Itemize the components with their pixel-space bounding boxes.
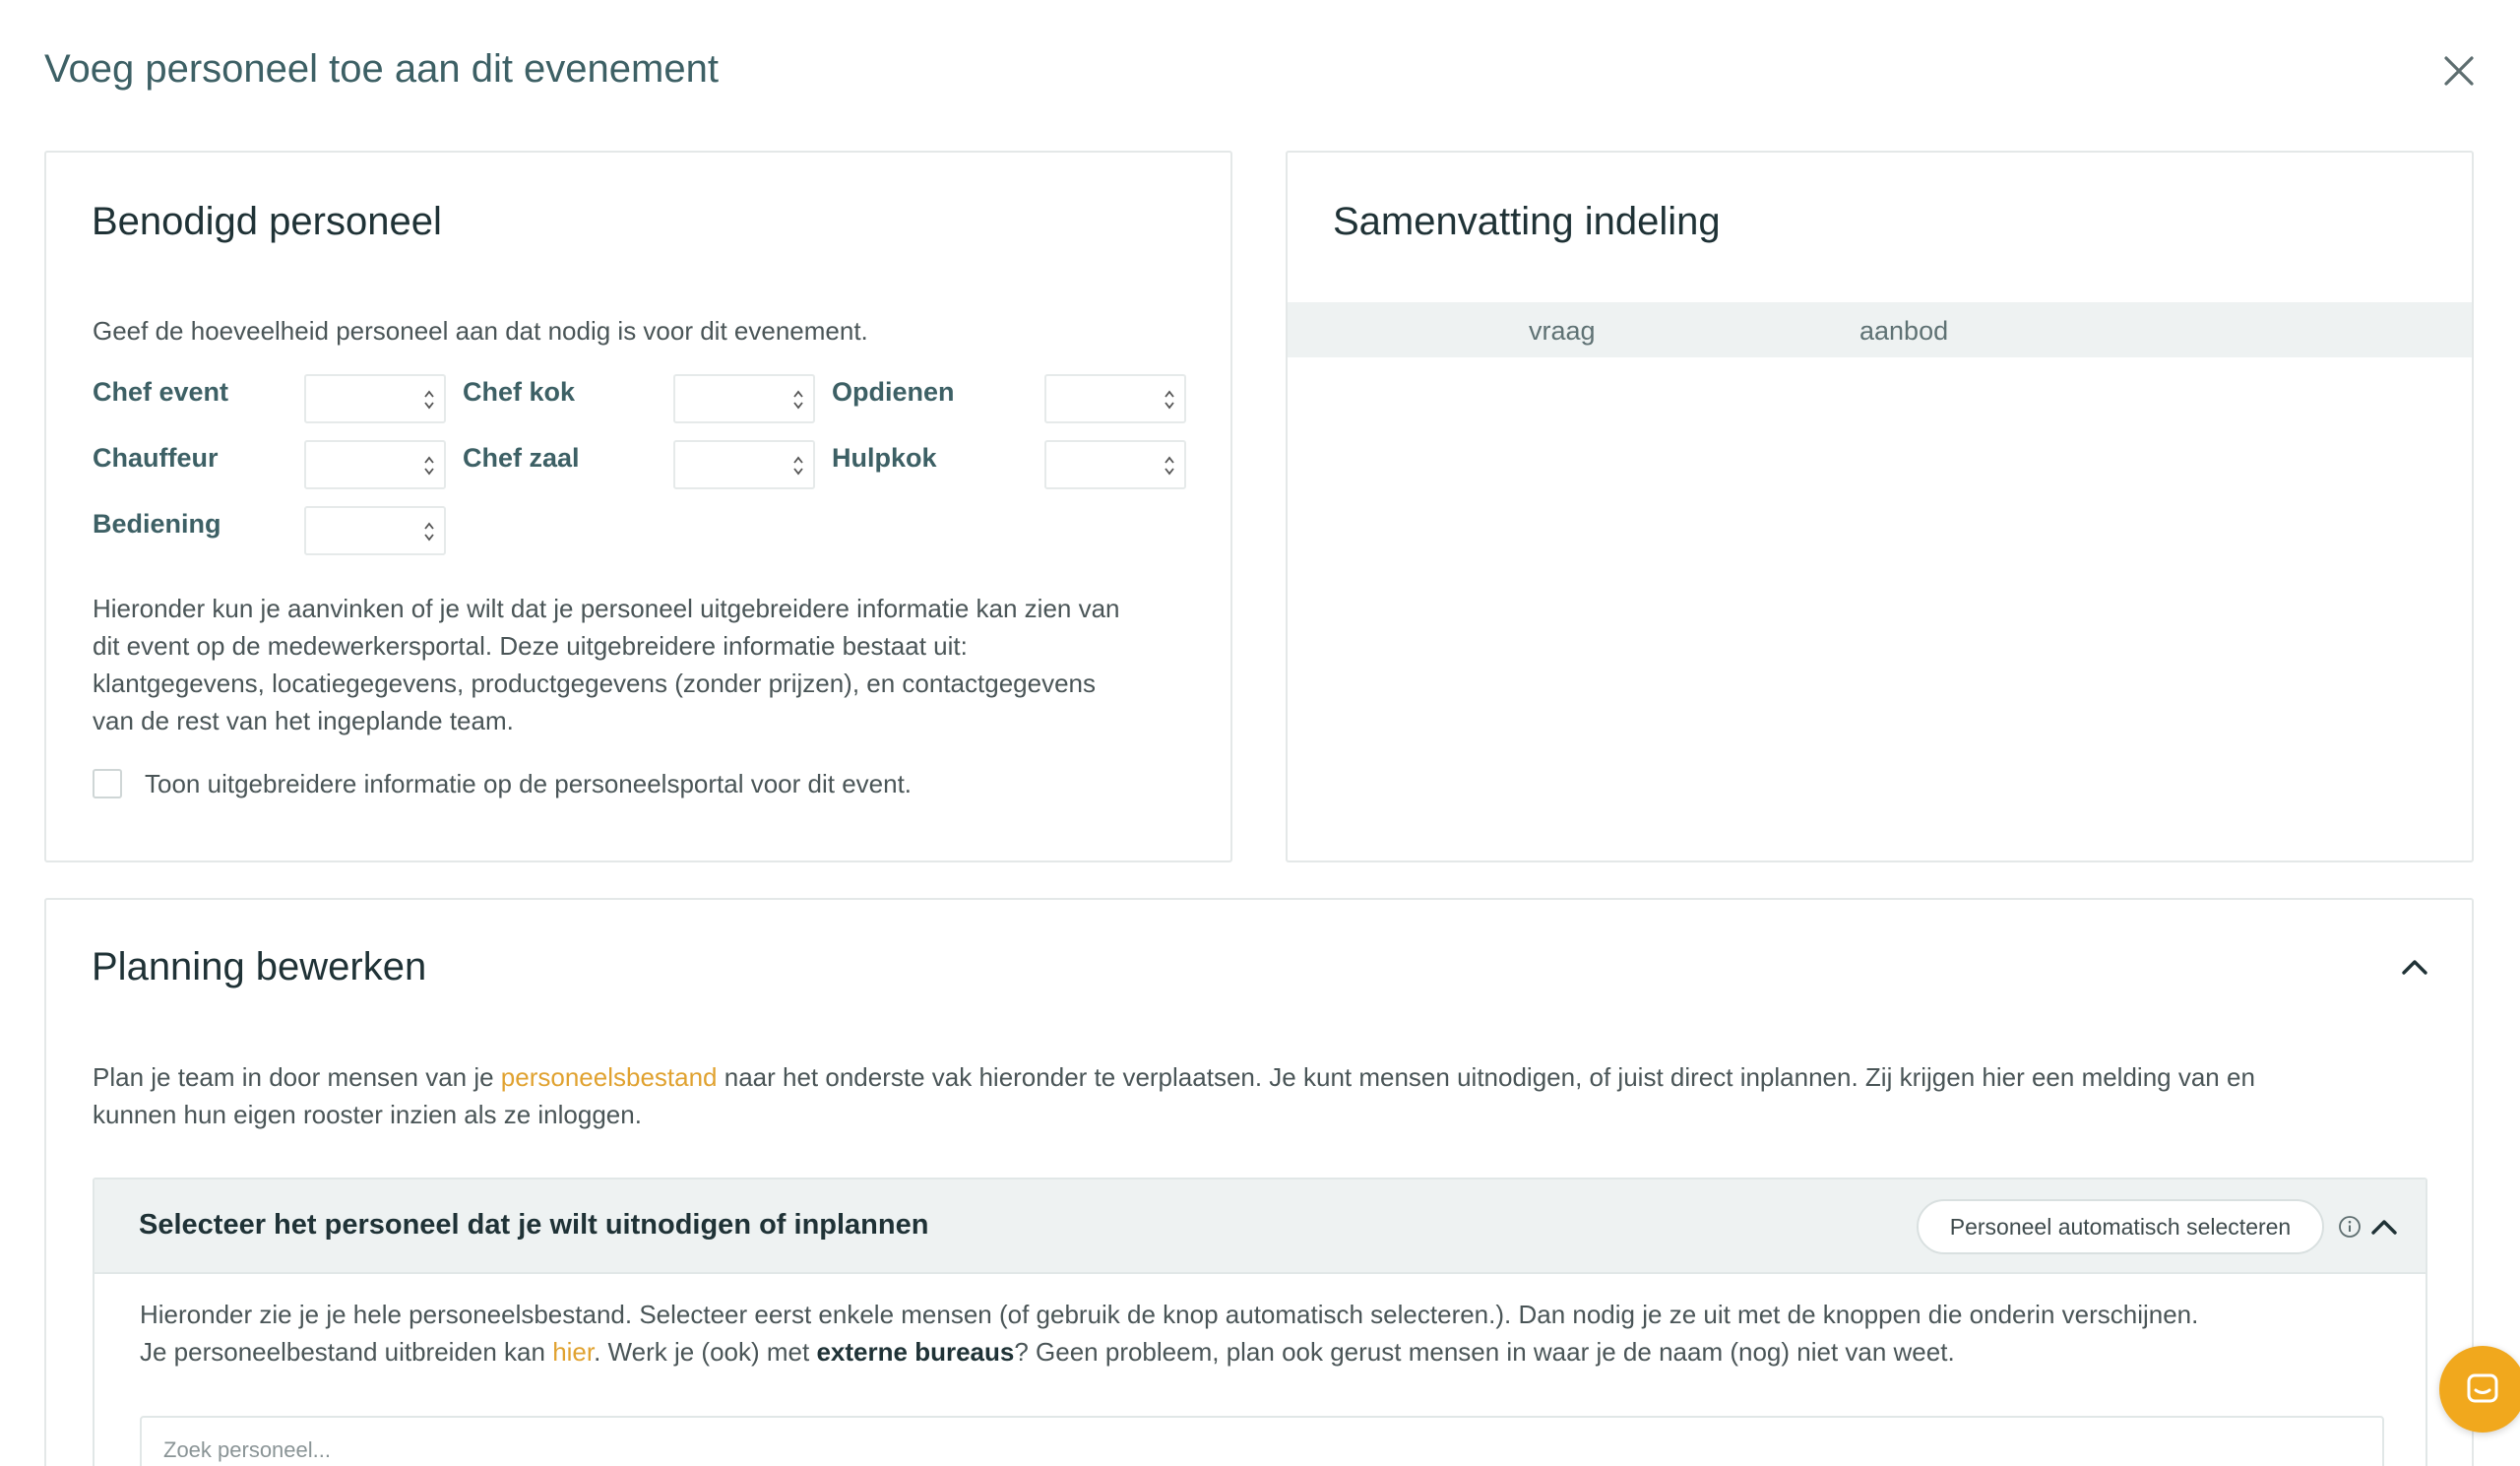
external-agencies-text: externe bureaus <box>816 1337 1015 1367</box>
summary-panel <box>1286 151 2474 862</box>
chef-zaal-label: Chef zaal <box>463 443 580 473</box>
spinner-arrows-icon[interactable] <box>791 454 805 478</box>
planning-title: Planning bewerken <box>92 945 427 988</box>
portal-info-line: Hieronder kun je aanvinken of je wilt dat je personeel uitgebreidere informatie kan zien van <box>93 594 1120 623</box>
search-staff-input[interactable] <box>140 1416 2384 1466</box>
select-staff-header <box>94 1179 2426 1274</box>
staff-file-link[interactable]: personeelsbestand <box>500 1062 718 1092</box>
info-icon[interactable] <box>2338 1215 2362 1239</box>
spinner-arrows-icon[interactable] <box>422 520 436 543</box>
column-demand: vraag <box>1529 316 1596 346</box>
chat-icon <box>2463 1370 2502 1409</box>
spinner-arrows-icon[interactable] <box>422 454 436 478</box>
chef-event-input[interactable] <box>304 374 446 423</box>
extended-info-checkbox[interactable] <box>93 769 122 798</box>
required-staff-title: Benodigd personeel <box>92 200 442 243</box>
planning-intro-text: naar het onderste vak hieronder te verplaatsen. Je kunt mensen uitnodigen, of juist direct inplannen. Zij krijgen hier een melding van en <box>717 1062 2255 1092</box>
chat-button[interactable] <box>2439 1346 2520 1433</box>
chef-kok-label: Chef kok <box>463 377 576 407</box>
portal-info-line: van de rest van het ingeplande team. <box>93 706 514 735</box>
portal-info-line: klantgegevens, locatiegegevens, productgegevens (zonder prijzen), en contactgegevens <box>93 669 1097 698</box>
bediening-input[interactable] <box>304 506 446 555</box>
planning-collapse-button[interactable] <box>2395 947 2434 987</box>
required-staff-intro: Geef de hoeveelheid personeel aan dat nodig is voor dit evenement. <box>93 316 868 346</box>
planning-intro <box>93 1058 2435 1133</box>
chauffeur-input[interactable] <box>304 440 446 489</box>
select-staff-title: Selecteer het personeel dat je wilt uitnodigen of inplannen <box>139 1209 929 1241</box>
planning-intro-text: Plan je team in door mensen van je <box>93 1062 501 1092</box>
chauffeur-label: Chauffeur <box>93 443 219 473</box>
portal-info-line: dit event op de medewerkersportal. Deze uitgebreidere informatie bestaat uit: <box>93 631 968 661</box>
select-staff-text: . Werk je (ook) met <box>594 1337 817 1367</box>
close-icon <box>2443 55 2475 87</box>
select-staff-text: Je personeelbestand uitbreiden kan <box>140 1337 553 1367</box>
chef-event-label: Chef event <box>93 377 229 407</box>
select-staff-description <box>140 1296 2404 1370</box>
spinner-arrows-icon[interactable] <box>791 388 805 412</box>
select-staff-collapse-button[interactable] <box>2364 1207 2404 1246</box>
summary-table-header <box>1288 302 2472 357</box>
close-button[interactable] <box>2437 49 2481 93</box>
opdienen-label: Opdienen <box>832 377 955 407</box>
extended-info-checkbox-label[interactable]: Toon uitgebreidere informatie op de personeelsportal voor dit event. <box>145 769 913 798</box>
required-staff-panel <box>44 151 1232 862</box>
spinner-arrows-icon[interactable] <box>1163 388 1176 412</box>
portal-info-text <box>93 590 1195 739</box>
chevron-up-icon <box>2370 1218 2398 1236</box>
bediening-label: Bediening <box>93 509 221 539</box>
spinner-arrows-icon[interactable] <box>422 388 436 412</box>
select-staff-panel <box>93 1178 2427 1466</box>
planning-intro-line2: kunnen hun eigen rooster inzien als ze inloggen. <box>93 1100 642 1129</box>
chef-zaal-input[interactable] <box>673 440 815 489</box>
hulpkok-label: Hulpkok <box>832 443 937 473</box>
select-staff-line1: Hieronder zie je je hele personeelsbestand. Selecteer eerst enkele mensen (of gebruik de knop automatisch selecteren.). Dan nodig je ze uit met de knoppen die onderin verschijnen. <box>140 1300 2199 1329</box>
chef-kok-input[interactable] <box>673 374 815 423</box>
opdienen-input[interactable] <box>1044 374 1186 423</box>
spinner-arrows-icon[interactable] <box>1163 454 1176 478</box>
chevron-up-icon <box>2401 958 2428 976</box>
hulpkok-input[interactable] <box>1044 440 1186 489</box>
modal-title: Voeg personeel toe aan dit evenement <box>44 47 719 91</box>
summary-title: Samenvatting indeling <box>1333 200 1721 243</box>
select-staff-text: ? Geen probleem, plan ook gerust mensen in waar je de naam (nog) niet van weet. <box>1014 1337 1955 1367</box>
auto-select-staff-button[interactable]: Personeel automatisch selecteren <box>1917 1199 2324 1254</box>
planning-panel <box>44 898 2474 1466</box>
expand-staff-link[interactable]: hier <box>552 1337 595 1367</box>
column-supply: aanbod <box>1859 316 1949 346</box>
